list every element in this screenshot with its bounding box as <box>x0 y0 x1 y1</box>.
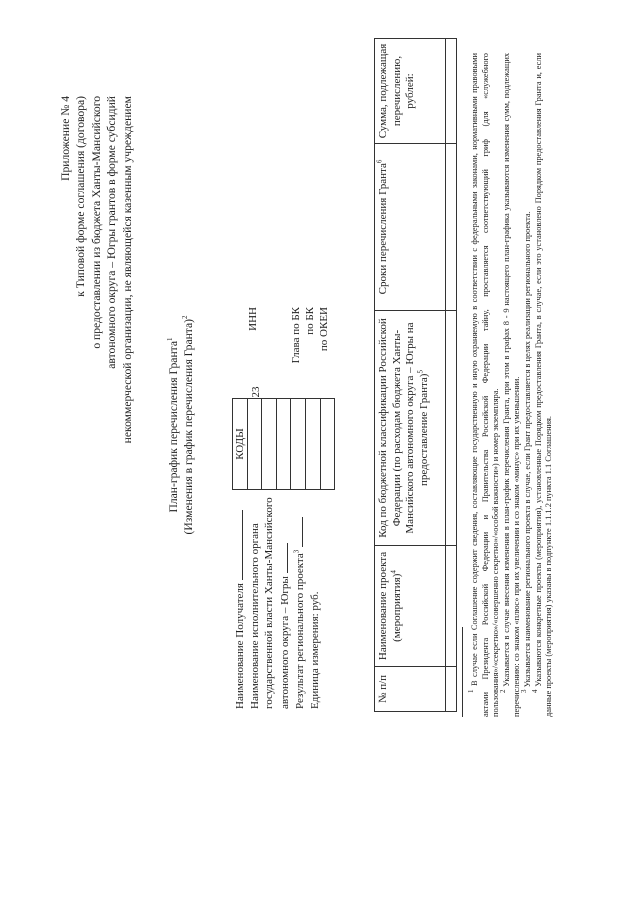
column-header: Сроки перечисления Гранта$^6$ <box>375 144 446 311</box>
column-header: № п/п <box>375 667 446 712</box>
column-header: Сумма, подлежащая перечислению, рублей: <box>375 39 446 144</box>
result-label: Результат регионального проекта <box>294 553 306 709</box>
codes-cell <box>305 399 320 490</box>
footnote-4: Указываются конкретные проекты (мероприятия), установленные Порядком предоставления Гранта, в случае, если это установлено Порядком предоставления Гранта и, если данные проекты (мероприятия) указаны в подпункте 1.1.1.2 пункта 1.1 Соглашения. <box>533 53 554 717</box>
title-line: План-график перечисления Гранта <box>167 340 180 513</box>
appendix-line: о предоставлении из бюджета Ханты-Мансийского <box>89 96 103 349</box>
info-block <box>232 497 322 709</box>
underline <box>277 543 288 573</box>
appendix-line: автономного округа – Югры грантов в форме субсидий <box>105 96 119 369</box>
page-number: 23 <box>250 386 262 398</box>
codes-cell <box>262 399 277 490</box>
codes-cell <box>291 399 306 490</box>
recipient-label: Наименование Получателя <box>234 583 246 709</box>
glava-label: Глава по БК <box>289 307 302 364</box>
codes-header: КОДЫ <box>233 399 248 490</box>
executive-label: автономного округа – Югры <box>278 576 291 709</box>
table-cell <box>446 144 457 311</box>
footnote-divider <box>462 627 463 717</box>
codes-table <box>232 398 335 490</box>
footnote-ref: 2 <box>181 315 190 319</box>
footnote-ref: 3 <box>292 549 301 554</box>
underline <box>232 510 243 580</box>
executive-label: государственной власти Ханты-Мансийского <box>263 497 275 709</box>
footnote-ref: 6 <box>375 159 384 164</box>
codes-cell <box>320 399 335 490</box>
executive-label: Наименование исполнительного органа <box>248 523 261 709</box>
appendix-line: Приложение № 4 <box>59 96 72 181</box>
appendix-line: к Типовой форме соглашения (договора) <box>74 96 88 297</box>
grant-schedule-table <box>374 38 457 712</box>
unit-label: Единица измерения: руб. <box>308 591 321 709</box>
footnote-1: В случае если Соглашение содержит сведения, составляющие государственную и иную охраняемую в соответствии с федеральными законами, нормативными правовыми актами Президента Российской Федерации и Правительства Российской Федерации тайну, проставляется соответствующий гриф (для «служебного пользования»/«секретно»/«совершенно секретно»/«особой важности») и номер экземпляра. <box>470 53 501 717</box>
footnote-ref: 1 <box>166 337 175 341</box>
footnotes: $^1$ В случае если Соглашение содержит сведения, составляющие государственную и иную охраняемую в соответствии с федеральными законами, нормативными правовыми актами Президента Российской Федерации и Правительства Российской Федерации тайну, проставляется соответствующий гриф (для «служебного пользования»/«секретно»/«совершенно секретно»/«особой важности») и номер экземпляра. $^2$ Указывается в случае внесения изменения в план-график перечисления Гранта, при этом в графах 8 - 9 настоящего план-графика указываются изменения сумм, подлежащих перечислению: со знаком «плюс» при их увеличении и со знаком «минус» при их уменьшении. $^3$ Указывается наименование регионального проекта в случае, если Грант предоставляется в целях реализации регионального проекта. $^4$ Указываются конкретные проекты (мероприятия), установленные Порядком предоставления Гранта, в случае, если это установлено Порядком предоставления Гранта и, если данные проекты (мероприятия) указаны в подпункте 1.1.1.2 пункта 1.1 Соглашения. <box>467 52 554 717</box>
plan-title <box>166 275 197 575</box>
codes-cell <box>276 399 291 490</box>
okei-label: по ОКЕИ <box>318 307 331 352</box>
footnote-3: Указывается наименование регионального проекта в случае, если Грант предоставляется в целях реализации регионального проекта. <box>522 211 532 688</box>
bk-label: по БК <box>304 307 317 335</box>
column-header: Наименование проекта (мероприятия)$^4$ <box>375 546 446 667</box>
footnote-ref: 4 <box>388 570 397 574</box>
appendix-header <box>58 96 135 656</box>
title-line: (Изменения в график перечисления Гранта) <box>182 318 196 535</box>
table-cell <box>446 39 457 144</box>
inn-label: ИНН <box>247 307 259 331</box>
table-cell <box>446 311 457 546</box>
table-cell <box>446 667 457 712</box>
appendix-line: некоммерческой организации, не являющейся казенным учреждением <box>120 96 134 444</box>
table-cell <box>446 546 457 667</box>
codes-cell <box>247 399 262 490</box>
footnote-ref: 5 <box>415 370 424 374</box>
footnote-2: Указывается в случае внесения изменения в план-график перечисления Гранта, при этом в графах 8 - 9 настоящего план-графика указываются изменения сумм, подлежащих перечислению: со знаком «плюс» при их увеличении и со знаком «минус» при их уменьшении. <box>501 52 522 717</box>
column-header: Код по бюджетной классификации Российской Федерации (по расходам бюджета Ханты-Мансийского автономного округа – Югры на предоставление Гранта)$^5$ <box>375 311 446 546</box>
